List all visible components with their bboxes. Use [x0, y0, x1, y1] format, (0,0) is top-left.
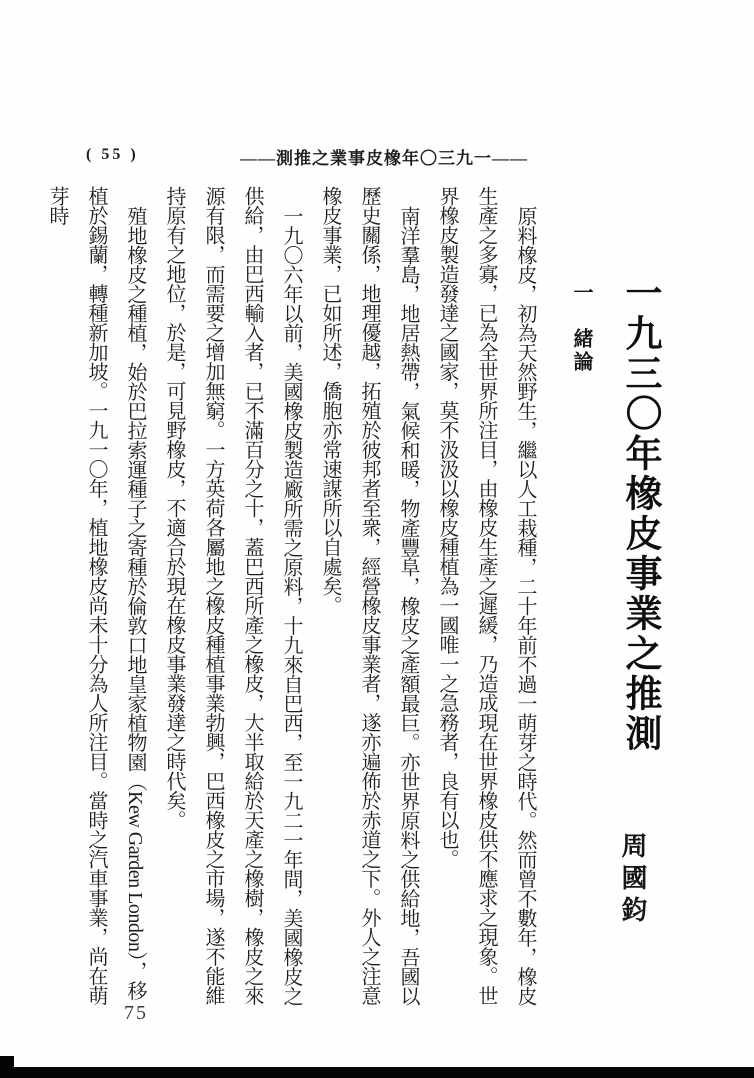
bottom-left-scan-mark — [0, 1056, 14, 1078]
body-paragraph: 一九〇六年以前，美國橡皮製造廠所需之原料，十九來自巴西，至一九二一年間，美國橡皮之供給，由巴西輸入者，已不滿百分之十，蓋巴西所產之橡皮，大半取給於天產之橡樹，橡皮之來源有限，而需要之增加無窮。一方英荷各屬地之橡皮種植事業勃興，巴西橡皮之市場，遂不能維持原有之地位，於是，可見野橡皮，不適合於現在橡皮事業發達之時代矣。 — [163, 186, 302, 1006]
bottom-scan-border — [10, 1067, 754, 1078]
page-number: 75 — [124, 1002, 148, 1024]
body-text — [46, 186, 544, 1018]
section-heading: 一 緒論 — [570, 282, 592, 374]
body-paragraph: 殖地橡皮之種植，始於巴拉索運種子之寄種於倫敦口地皇家植物園（Kew Garden London），移植於錫蘭，轉種新加坡。一九一〇年，植地橡皮尚未十分為人所注目。當時之汽車事業，尚在萌芽時 — [46, 186, 146, 1005]
article-title: 一九三〇年橡皮事業之推測 — [619, 274, 660, 754]
article-author: 周國鈞 — [618, 832, 647, 928]
body-paragraph: 南洋羣島，地居熱帶，氣候和暖，物產豐阜，橡皮之產額最巨。亦世界原料之供給地，吾國以歷史關係，地理優越，拓殖於彼邦者至衆，經營橡皮事業者，遂亦遍佈於赤道之下。外人之注意橡皮事業，已如所述，僑胞亦常速謀所以自處矣。 — [319, 186, 419, 1006]
running-header: ——測推之業事皮橡年〇三九一—— — [240, 149, 528, 168]
body-paragraph: 原料橡皮，初為天然野生，繼以人工栽種，二十年前不過一萌芽之時代。然而曾不數年，橡皮生產之多寡，已為全世界所注目，由橡皮生產之遲緩，乃造成現在世界橡皮供不應求之現象。世界橡皮製造發達之國家，莫不汲汲以橡皮種植為一國唯一之急務者，良有以也。 — [436, 186, 536, 1006]
page-label: ( 55 ) — [86, 146, 139, 163]
